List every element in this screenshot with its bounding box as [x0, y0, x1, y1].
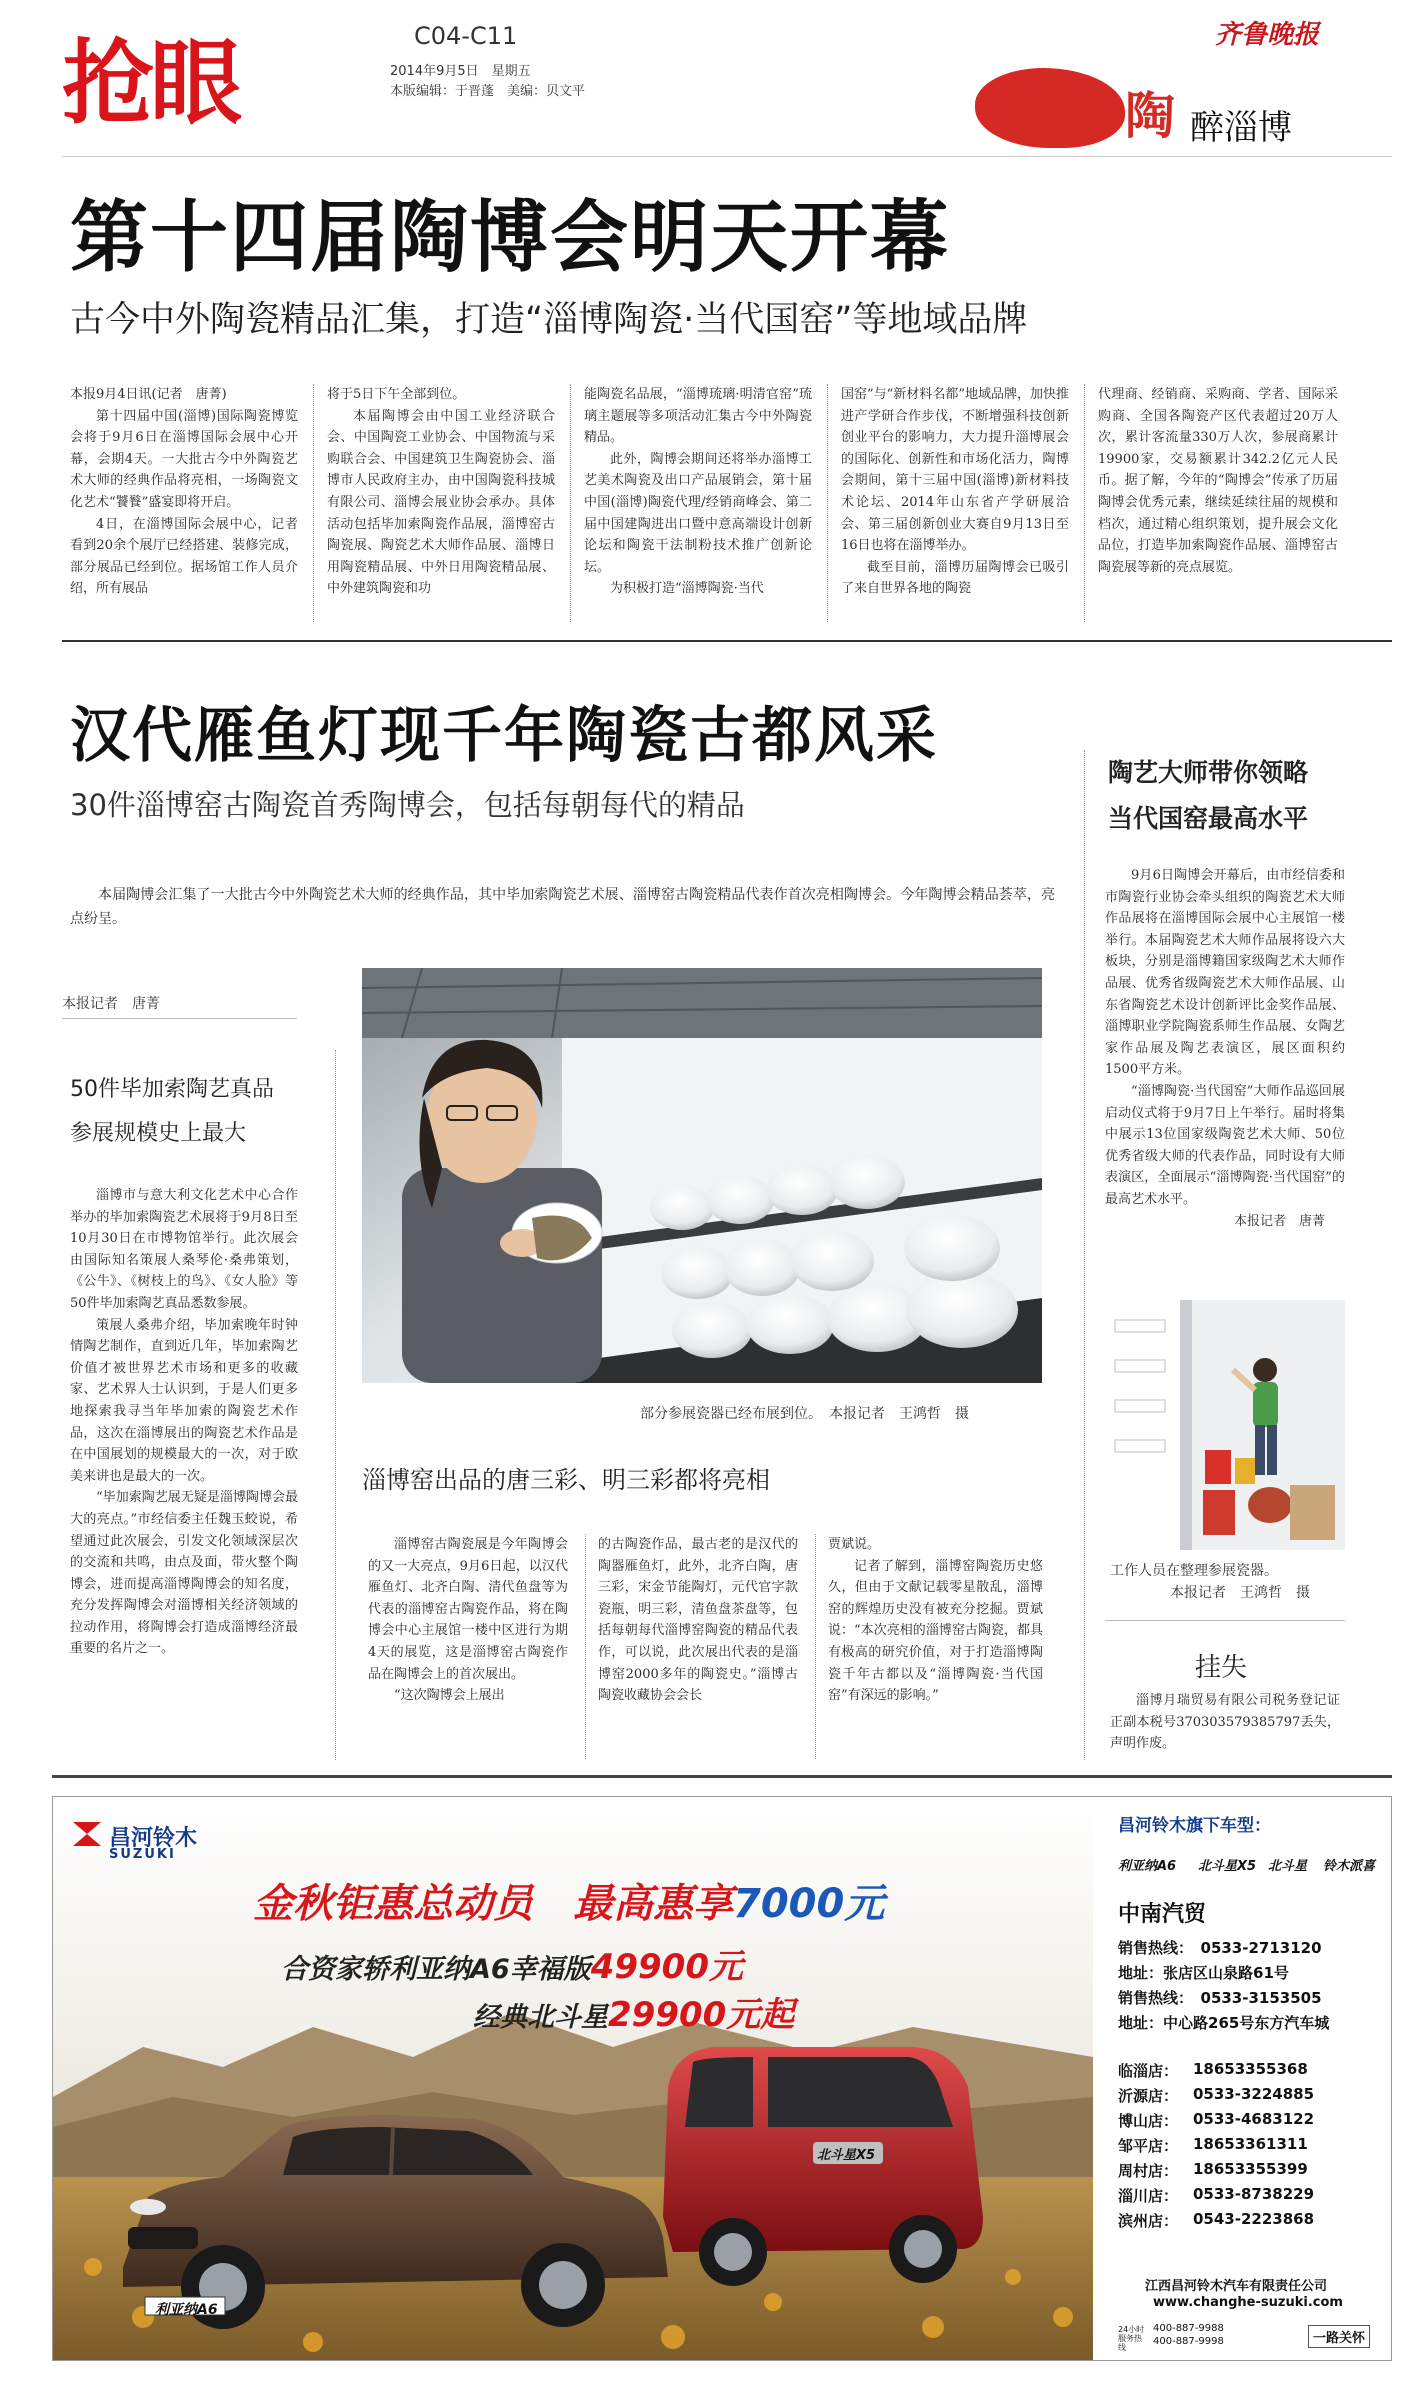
- photo-ceramics-display: [362, 968, 1042, 1383]
- photo-2-credit: 本报记者 王鸿哲 摄: [1170, 1585, 1310, 1601]
- sub-a-title: [70, 1068, 310, 1156]
- notice-title: 挂失: [1195, 1653, 1248, 1683]
- ad-slogan: 金秋钜惠总动员: [253, 1881, 533, 1927]
- article-1-column-2: [327, 384, 555, 600]
- paragraph: 9月6日陶博会开幕后，由市经信委和市陶瓷行业协会牵头组织的陶瓷艺术大师作品展将在淄博国际会展中心主展馆一楼举行。本届陶瓷艺术大师作品展将设六大板块，分别是淄博籍国家级陶艺术大师作品展、优秀省级陶瓷艺术大师作品展、山东省陶瓷艺术设计创新评比金奖作品展、淄博职业学院陶瓷系师生作品展、女陶艺家作品展及陶艺表演区，展区面积约1500平方米。: [1105, 868, 1345, 1078]
- branch-name: 博山店：: [1118, 2112, 1179, 2130]
- ad-offer-2: [473, 1987, 794, 2036]
- branch-phone: 18653361311: [1193, 2135, 1308, 2153]
- paragraph: 能陶瓷名品展，“淄博琉璃·明清官窑”琉璃主题展等多项活动汇集古今中外陶瓷精品。: [584, 387, 812, 446]
- ad-offer-1: [281, 1939, 743, 1988]
- sidebar-body: [1105, 865, 1345, 1232]
- branch-name: 邹平店：: [1118, 2137, 1179, 2155]
- photo-1-caption: 部分参展瓷器已经布展到位。 本报记者 王鸿哲 摄: [640, 1406, 969, 1422]
- sub-a-title-line-1: 50件毕加索陶艺真品: [70, 1077, 274, 1102]
- article-2-headline: 汉代雁鱼灯现千年陶瓷古都风采: [70, 701, 938, 771]
- hotline-2: 400-887-9998: [1153, 2336, 1224, 2347]
- branch-name: 周村店：: [1118, 2162, 1179, 2180]
- paragraph: “淄博陶瓷·当代国窑”大师作品巡回展启动仪式将于9月7日上午举行。届时将集中展示13位国家级陶瓷艺术大师、50位优秀省级大师的代表作品，同时设有大师表演区，全面展示“淄博陶瓷·当代国窑”的最高艺术水平。: [1105, 1083, 1345, 1207]
- paragraph: 记者了解到，淄博窑陶瓷历史悠久，但由于文献记载零星散乱，淄博窑的辉煌历史没有被充分挖掘。贾斌说：“本次亮相的淄博窑古陶瓷，都具有极高的研究价值，对于打造淄博陶瓷千年古都以及“淄博陶瓷·当代国窑”有深远的影响。”: [828, 1558, 1043, 1704]
- sidebar-title-line-1: 陶艺大师带你领略: [1108, 758, 1309, 787]
- paragraph: 国窑”与“新材料名都”地域品牌，加快推进产学研合作步伐，不断增强科技创新创业平台的影响力，大力提升淄博展会的国际化、创新性和市场化活力，陶博会期间，第十三届中国(淄博)新材料技术论坛、2014年山东省产学研展洽会、第三届创新创业大赛自9月13日至16日也将在淄博举办。: [841, 387, 1069, 554]
- model-1: 利亚纳A6: [1118, 1859, 1177, 1874]
- branch-name: 沂源店：: [1118, 2087, 1179, 2105]
- company-website[interactable]: www.changhe-suzuki.com: [1153, 2295, 1343, 2310]
- dateline: 本报9月4日讯(记者 唐菁): [70, 387, 227, 402]
- branch-phone: 0533-4683122: [1193, 2110, 1315, 2128]
- sub-b-column-1: [368, 1534, 568, 1707]
- paragraph: 为积极打造“淄博陶瓷·当代: [610, 581, 764, 597]
- hotline-label: 24小时服务热线: [1118, 2325, 1145, 2352]
- model-3: 北斗星: [1268, 1859, 1308, 1874]
- model-4: 铃木派喜: [1323, 1859, 1376, 1874]
- paragraph: 策展人桑弗介绍，毕加索晚年时钟情陶艺制作，直到近几年，毕加索陶艺价值才被世界艺术市场和更多的收藏家、艺术界人士认识到，于是人们更多地探索我寻当年毕加索的陶瓷艺术作品，这次在淄博展出的陶瓷艺术作品是在中国展划的规模最大的一次，对于欧美来讲也是最大的一次。: [70, 1317, 298, 1484]
- sidebar-divider: [1084, 750, 1085, 1760]
- article-1-column-1: [70, 384, 298, 600]
- ad-slogan-max: [573, 1872, 884, 1929]
- ad-slogan-max-label: 最高惠享: [573, 1881, 733, 1927]
- photo-2-caption: 工作人员在整理参展瓷器。: [1110, 1563, 1278, 1579]
- sub-a-title-line-2: 参展规模史上最大: [70, 1121, 247, 1146]
- paragraph: “这次陶博会上展出: [394, 1688, 505, 1704]
- dealer-info: 地址：中心路265号东方汽车城: [1118, 2014, 1330, 2032]
- sub-b-column-3: [828, 1534, 1043, 1707]
- article-2-lead: 本届陶博会汇集了一大批古今中外陶瓷艺术大师的经典作品，其中毕加索陶瓷艺术展、淄博窑古陶瓷精品代表作首次亮相陶博会。今年陶博会精品荟萃，亮点纷呈。: [70, 887, 1055, 927]
- header-divider: [62, 156, 1392, 157]
- car-advertisement[interactable]: [52, 1796, 1392, 2361]
- paragraph: 本届陶博会由中国工业经济联合会、中国陶瓷工业协会、中国物流与采购联合会、中国建筑卫生陶瓷协会、淄博市人民政府主办，由中国陶瓷科技城有限公司、淄博会展业协会承办。具体活动包括毕加索陶瓷作品展，淄博窑古陶瓷展、陶瓷艺术大师作品展、淄博日用陶瓷精品展、中外日用陶瓷精品展、中外建筑陶瓷和功: [327, 408, 555, 597]
- dealer-info: 地址：张店区山泉路61号: [1118, 1964, 1289, 1982]
- ad-brand-name: 昌河铃木: [109, 1826, 198, 1851]
- column-divider: [827, 384, 828, 622]
- editors-credit: 本版编辑：于晋蓬 美编：贝文平: [390, 84, 586, 99]
- ad-brand-en: SUZUKI: [109, 1847, 176, 1862]
- column-divider: [570, 384, 571, 622]
- ad-offer-2-price: 29900元起: [608, 1995, 795, 2035]
- car-b-badge: 北斗星X5: [817, 2148, 876, 2163]
- issue-date: 2014年9月5日 星期五: [390, 64, 531, 79]
- paragraph: 代理商、经销商、采购商、学者、国际采购商、全国各陶瓷产区代表超过20万人次，累计客流量330万人次，参展商累计19900家，交易额累计342.2亿元人民币。据了解，今年的“陶博会”传承了历届陶博会优秀元素，继续延续往届的规模和档次，通过精心组织策划，提升展会文化品位，打造毕加索陶瓷作品展、淄博窑古陶瓷展等新的亮点展览。: [1098, 387, 1338, 575]
- ad-divider: [52, 1775, 1392, 1778]
- ad-slogan-amount: 7000元: [733, 1881, 885, 1927]
- article-1-column-3: [584, 384, 812, 600]
- sidebar-title: [1108, 750, 1348, 842]
- dealer-name: 中南汽贸: [1118, 1902, 1207, 1927]
- service-logo: 一路关怀: [1308, 2325, 1370, 2348]
- branch-name: 淄川店：: [1118, 2187, 1179, 2205]
- article-divider: [62, 640, 1392, 642]
- ad-offer-1-price: 49900元: [590, 1947, 743, 1987]
- article-1-column-5: [1098, 384, 1338, 578]
- ad-scene: [53, 1797, 1093, 2361]
- sub-a-body: [70, 1185, 298, 1660]
- rule: [1105, 1620, 1345, 1621]
- ad-dealer-panel: [1093, 1797, 1392, 2361]
- company-name: 江西昌河铃木汽车有限责任公司: [1145, 2279, 1328, 2294]
- sidebar-title-line-2: 当代国窑最高水平: [1108, 804, 1309, 833]
- article-1-subhead: 古今中外陶瓷精品汇集，打造“淄博陶瓷·当代国窑”等地域品牌: [70, 300, 1028, 340]
- article-2-reporter: 本报记者 唐菁: [62, 996, 160, 1012]
- branch-phone: 18653355368: [1193, 2060, 1308, 2078]
- paragraph: 淄博窑古陶瓷展是今年陶博会的又一大亮点，9月6日起，以汉代雁鱼灯、北齐白陶、清代鱼盘等为代表的淄博窑古陶瓷作品，将在陶博会中心主展馆一楼中区进行为期4天的展览，这是淄博窑古陶瓷作品在陶博会上的首次展出。: [368, 1537, 568, 1682]
- model-2: 北斗星X5: [1198, 1859, 1257, 1874]
- article-2-subhead: 30件淄博窑古陶瓷首秀陶博会，包括每朝每代的精品: [70, 788, 745, 822]
- column-divider: [335, 1050, 336, 1760]
- paragraph: 截至目前，淄博历届陶博会已吸引了来自世界各地的陶瓷: [841, 559, 1069, 597]
- dealer-info: 销售热线： 0533-2713120: [1118, 1939, 1322, 1957]
- dealer-info: 销售热线： 0533-3153505: [1118, 1989, 1322, 2007]
- paragraph: 淄博市与意大利文化艺术中心合作举办的毕加索陶瓷艺术展将于9月8日至10月30日在市博物馆举行。此次展会由国际知名策展人桑琴伦·桑弗策划，《公牛》、《树枝上的鸟》、《女人脸》等50件毕加索陶艺真品悉数参展。: [70, 1188, 298, 1311]
- branch-name: 滨州店：: [1118, 2212, 1179, 2230]
- paragraph: 将于5日下午全部到位。: [327, 387, 466, 402]
- sub-b-title: 淄博窑出品的唐三彩、明三彩都将亮相: [362, 1466, 770, 1494]
- sidebar-reporter: 本报记者 唐菁: [1233, 1213, 1325, 1229]
- column-divider: [585, 1534, 586, 1759]
- branch-phone: 0533-3224885: [1193, 2085, 1315, 2103]
- page-code: C04-C11: [414, 22, 518, 50]
- paragraph: “毕加索陶艺展无疑是淄博陶博会最大的亮点。”市经信委主任魏玉蛟说，希望通过此次展会，引发文化领域深层次的交流和共鸣，由点及面，带火整个陶博会，进而提高淄博陶博会的知名度，充分发挥陶博会对淄博相关经济领域的拉动作用，将陶博会打造成淄博经济最重要的名片之一。: [70, 1490, 298, 1657]
- banner-text: 醉淄博: [1190, 108, 1292, 148]
- branch-name: 临淄店：: [1118, 2062, 1179, 2080]
- banner-char: 陶: [1125, 87, 1175, 145]
- models-title: 昌河铃木旗下车型：: [1118, 1816, 1271, 1836]
- paragraph: 此外，陶博会期间还将举办淄博工艺美术陶瓷及出口产品展销会，第十届中国(淄博)陶瓷代理/经销商峰会、第二届中国建陶进出口暨中意高端设计创新论坛和陶瓷干法制粉技术推广创新论坛。: [584, 451, 812, 575]
- section-banner: [975, 60, 1305, 156]
- article-1-column-4: [841, 384, 1069, 600]
- sub-b-column-2: [598, 1534, 798, 1707]
- paragraph: 贾斌说。: [828, 1537, 881, 1552]
- column-divider: [313, 384, 314, 622]
- photo-staff-arranging: [1105, 1300, 1345, 1550]
- hotline-1: 400-887-9988: [1153, 2323, 1224, 2334]
- ad-offer-1-text: 合资家轿利亚纳A6幸福版: [281, 1954, 591, 1985]
- paragraph: 的古陶瓷作品，最古老的是汉代的陶器雁鱼灯，此外，北齐白陶，唐三彩，宋金节能陶灯，元代官字款瓷瓶，明三彩，清鱼盘茶盘等，包括每朝每代淄博窑陶瓷的精品代表作，可以说，此次展出代表的是淄博窑2000多年的陶瓷史。”淄博古陶瓷收藏协会会长: [598, 1537, 798, 1704]
- section-masthead: 抢眼: [62, 30, 239, 137]
- article-1-headline: 第十四届陶博会明天开幕: [70, 193, 951, 283]
- notice-text: 淄博月瑞贸易有限公司税务登记证正副本税号370303579385797丢失，声明作废。: [1110, 1693, 1340, 1752]
- branch-phone: 0533-8738229: [1193, 2185, 1315, 2203]
- paragraph: 4日，在淄博国际会展中心，记者看到20余个展厅已经搭建、装修完成，部分展品已经到位。据场馆工作人员介绍，所有展品: [70, 516, 298, 597]
- ceramic-splash-icon: [975, 68, 1125, 148]
- branch-phone: 18653355399: [1193, 2160, 1308, 2178]
- branch-phone: 0543-2223868: [1193, 2210, 1315, 2228]
- car-a-plate: 利亚纳A6: [155, 2302, 218, 2318]
- ad-offer-2-text: 经典北斗星: [473, 2002, 608, 2033]
- paragraph: 第十四届中国(淄博)国际陶瓷博览会将于9月6日在淄博国际会展中心开幕，会期4天。一大批古今中外陶瓷艺术大师的经典作品将亮相，一场陶瓷文化艺术“饕餮”盛宴即将开启。: [70, 408, 298, 510]
- newspaper-logo: 齐鲁晚报: [1215, 20, 1320, 50]
- rule: [62, 1018, 297, 1019]
- column-divider: [815, 1534, 816, 1759]
- column-divider: [1084, 384, 1085, 622]
